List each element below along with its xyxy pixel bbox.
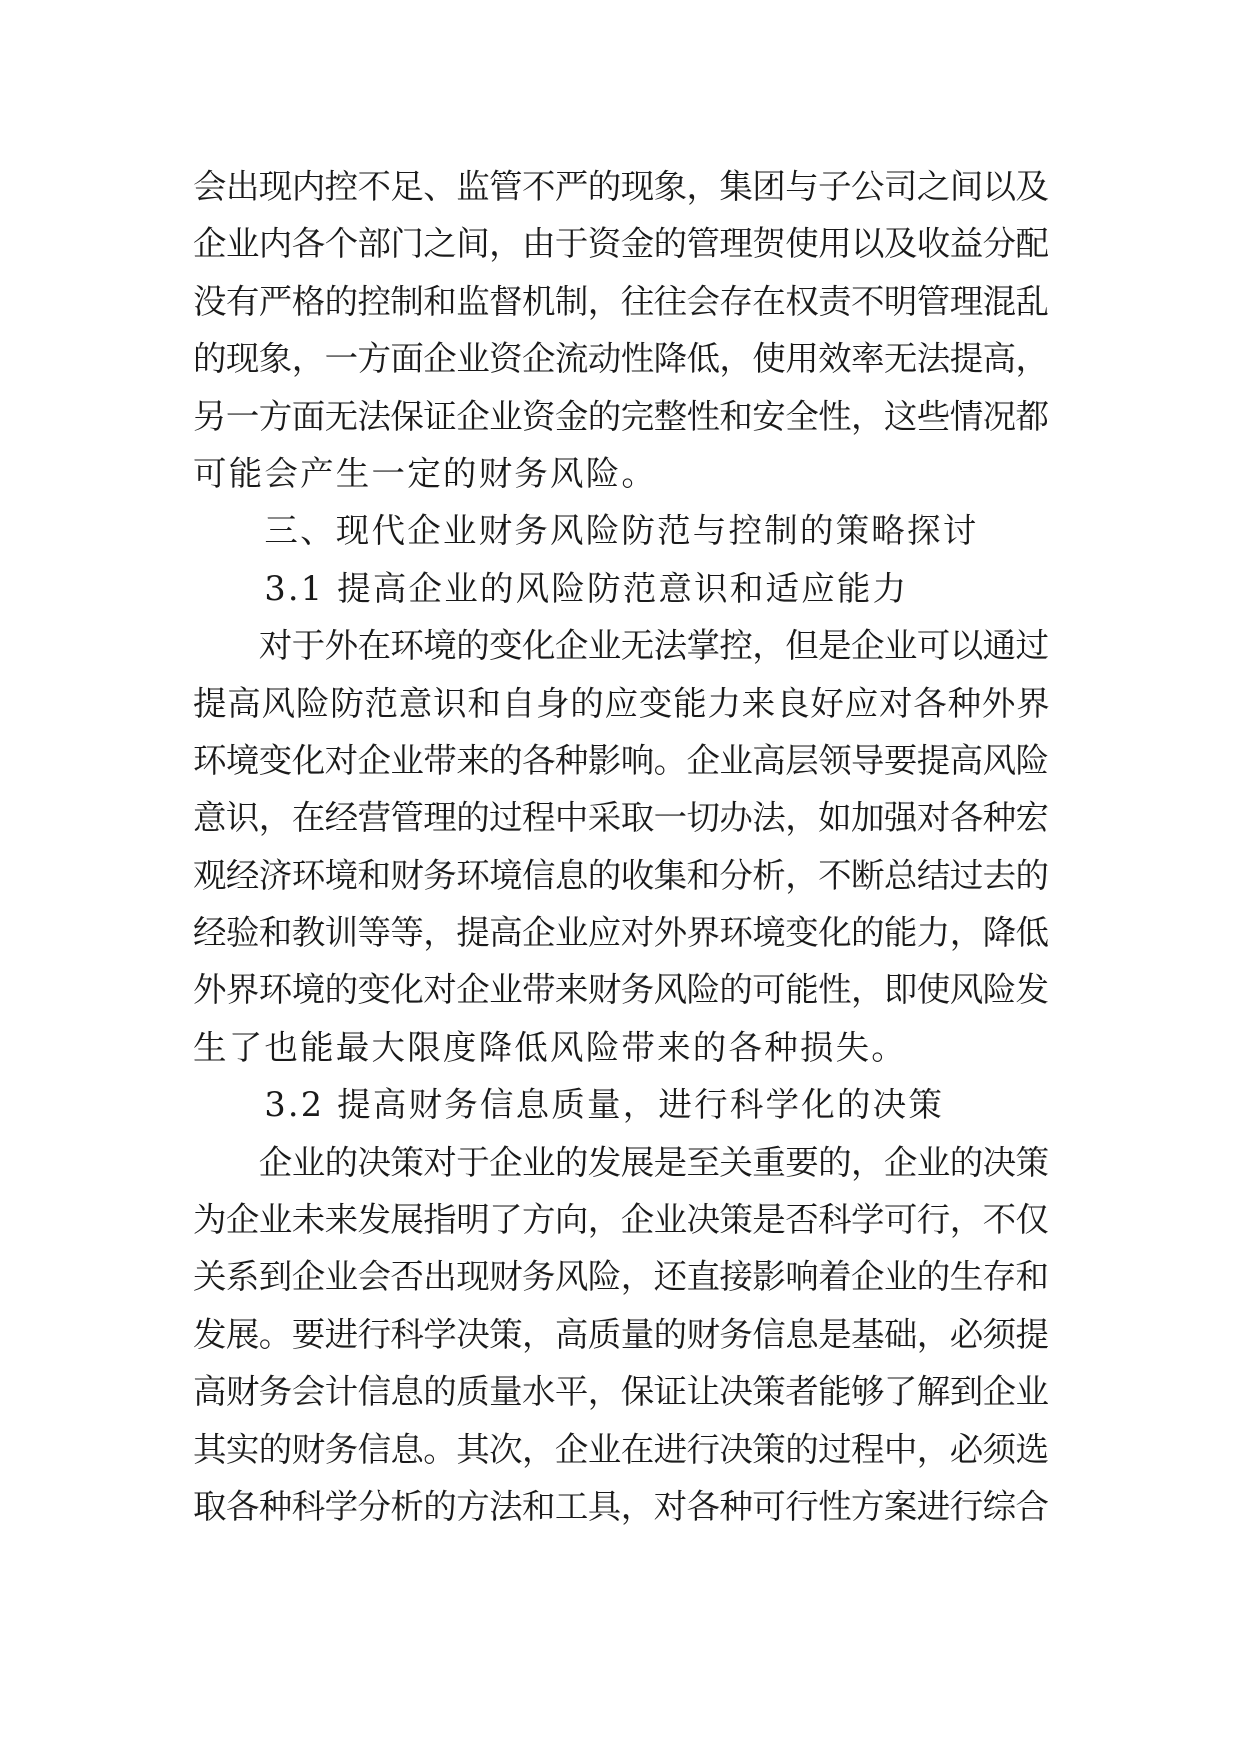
text-line: 生了也能最大限度降低风险带来的各种损失。 [193, 1027, 907, 1067]
text-line: 环境变化对企业带来的各种影响。企业高层领导要提高风险 [193, 740, 1049, 780]
section-heading: 三、现代企业财务风险防范与控制的策略探讨 [193, 511, 979, 551]
text-line: 取各种科学分析的方法和工具，对各种可行性方案进行综合 [193, 1486, 1049, 1526]
text-line: 会出现内控不足、监管不严的现象，集团与子公司之间以及 [193, 167, 1049, 206]
text-line: 经验和教训等等，提高企业应对外界环境变化的能力，降低 [193, 913, 1049, 953]
text-line: 意识，在经营管理的过程中采取一切办法，如加强对各种宏 [193, 798, 1049, 838]
subsection-heading: 3.1 提高企业的风险防范意识和适应能力 [193, 568, 909, 608]
text-line: 可能会产生一定的财务风险。 [193, 453, 658, 493]
text-line: 观经济环境和财务环境信息的收集和分析，不断总结过去的 [193, 855, 1049, 895]
text-line: 其实的财务信息。其次，企业在进行决策的过程中，必须选 [193, 1429, 1049, 1469]
document-body [193, 158, 1053, 1535]
text-line: 提高风险防范意识和自身的应变能力来良好应对各种外界 [193, 683, 1051, 723]
text-line: 外界环境的变化对企业带来财务风险的可能性，即使风险发 [193, 970, 1049, 1010]
text-line: 高财务会计信息的质量水平，保证让决策者能够了解到企业 [193, 1372, 1049, 1412]
text-line: 发展。要进行科学决策，高质量的财务信息是基础，必须提 [193, 1314, 1049, 1354]
text-line: 企业内各个部门之间，由于资金的管理贺使用以及收益分配 [193, 224, 1049, 264]
text-line: 没有严格的控制和监督机制，往往会存在权责不明管理混乱 [193, 281, 1049, 321]
text-line: 另一方面无法保证企业资金的完整性和安全性，这些情况都 [193, 396, 1049, 436]
text-line: 企业的决策对于企业的发展是至关重要的，企业的决策 [193, 1142, 1049, 1182]
subsection-heading: 3.2 提高财务信息质量，进行科学化的决策 [193, 1085, 945, 1125]
text-line: 为企业未来发展指明了方向，企业决策是否科学可行，不仅 [193, 1200, 1049, 1240]
text-line: 关系到企业会否出现财务风险，还直接影响着企业的生存和 [193, 1257, 1049, 1297]
text-line: 对于外在环境的变化企业无法掌控，但是企业可以通过 [193, 626, 1049, 666]
text-line: 的现象，一方面企业资企流动性降低，使用效率无法提高， [193, 339, 1049, 379]
